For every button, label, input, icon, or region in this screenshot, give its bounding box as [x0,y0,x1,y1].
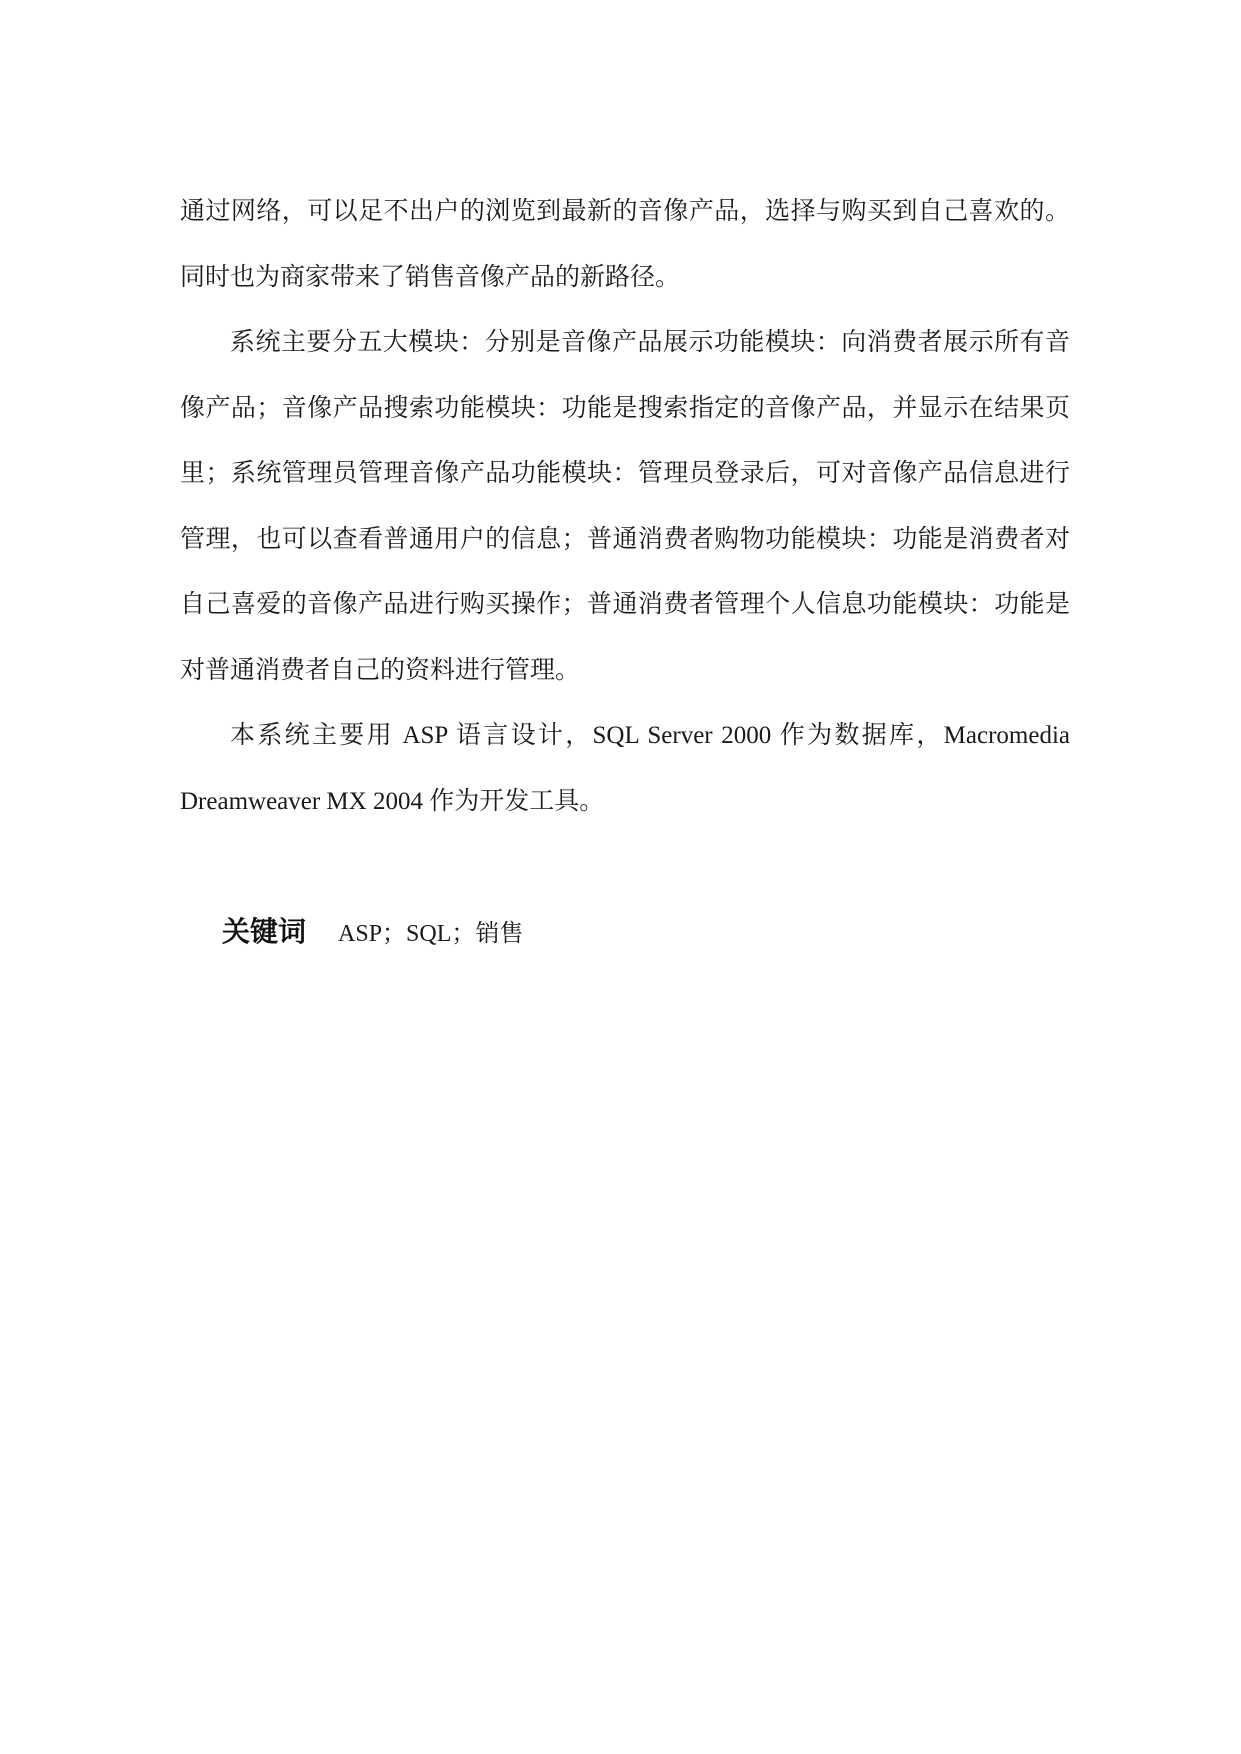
text-line: 里；系统管理员管理音像产品功能模块：管理员登录后，可对音像产品信息进行 [180,460,1070,487]
keywords-value: ASP；SQL；销售 [338,921,524,947]
text-line: 自己喜爱的音像产品进行购买操作；普通消费者管理个人信息功能模块：功能是 [180,591,1070,618]
paragraph-intro-continuation [180,179,1070,310]
paragraph-modules [180,310,1070,703]
text-line: 系统主要分五大模块：分别是音像产品展示功能模块：向消费者展示所有音 [230,329,1070,356]
text-line: Dreamweaver MX 2004 作为开发工具。 [180,787,605,815]
text-line: 对普通消费者自己的资料进行管理。 [180,656,581,684]
text-line: 通过网络，可以足不出户的浏览到最新的音像产品，选择与购买到自己喜欢的。 [180,198,1070,225]
text-line: 管理，也可以查看普通用户的信息；普通消费者购物功能模块：功能是消费者对 [180,525,1070,553]
text-line: 同时也为商家带来了销售音像产品的新路径。 [180,263,681,291]
paragraph-tools [180,703,1070,834]
abstract-body [180,179,1070,834]
text-line: 本系统主要用 ASP 语言设计，SQL Server 2000 作为数据库，Macromedia [230,722,1070,749]
keywords-label: 关键词 [222,915,307,948]
text-line: 像产品；音像产品搜索功能模块：功能是搜索指定的音像产品，并显示在结果页 [180,394,1070,422]
keywords-row [222,899,523,965]
